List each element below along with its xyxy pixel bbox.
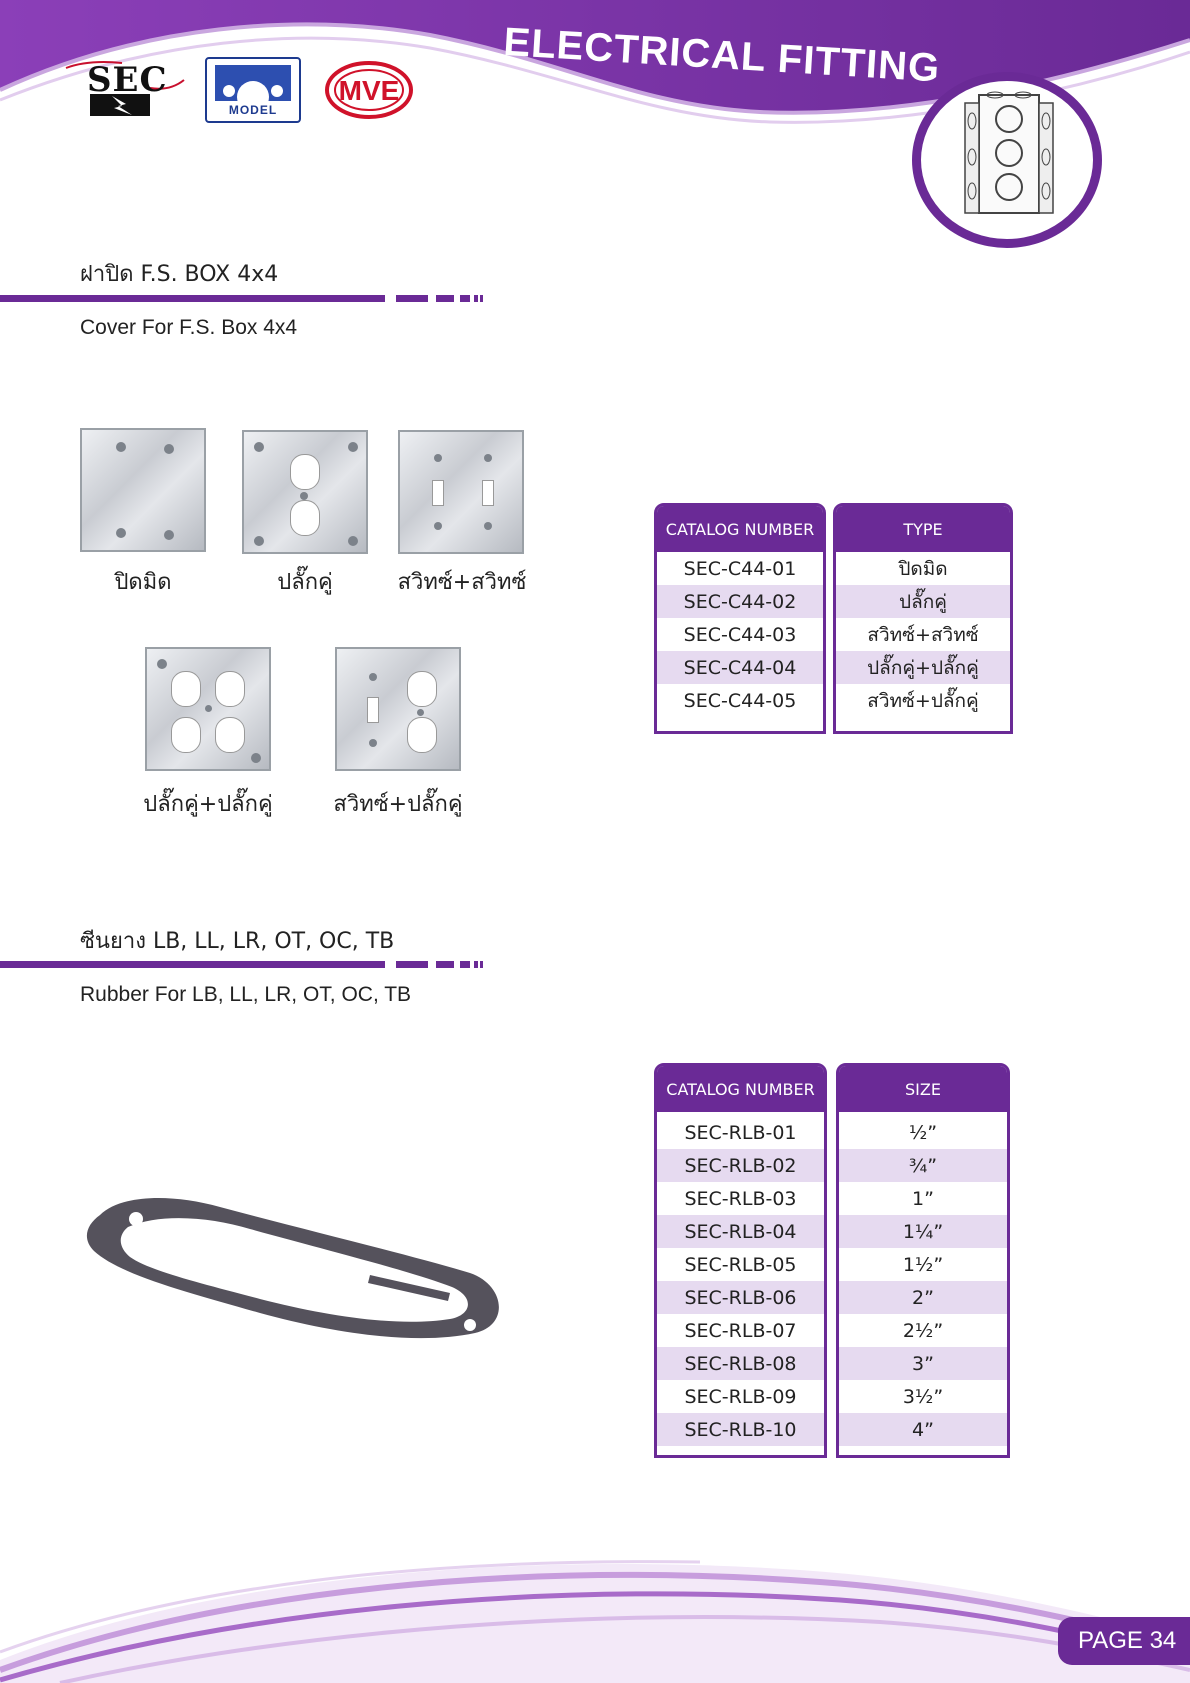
page-number-badge: PAGE 34 — [1058, 1617, 1190, 1665]
table-cell: ¾” — [839, 1149, 1007, 1182]
table-cell: ปลั๊กคู่+ปลั๊กคู่ — [836, 651, 1010, 684]
footer-wave — [0, 1540, 1190, 1683]
table-cell: SEC-RLB-02 — [657, 1149, 824, 1182]
table-cell: 1½” — [902, 1253, 944, 1276]
cover-plate-duplex-duplex — [145, 647, 271, 771]
table-cell: 2½” — [902, 1319, 944, 1342]
section1-heading: ฝาปิด F.S. BOX 4x4 — [80, 262, 279, 287]
table-cell: SEC-C44-01 — [683, 557, 797, 580]
mve-logo — [324, 60, 414, 120]
table-cell: SEC-RLB-07 — [684, 1319, 797, 1342]
section1-rule — [0, 295, 500, 302]
table2-catalog-column — [654, 1063, 827, 1458]
table-cell: 1¼” — [839, 1215, 1007, 1248]
table-cell: สวิทซ์+ปลั๊กคู่ — [867, 689, 979, 712]
table-cell: SEC-RLB-03 — [684, 1187, 797, 1210]
caption-switch-duplex: สวิทซ์+ปลั๊กคู่ — [333, 792, 463, 817]
table-cell: SEC-RLB-10 — [657, 1413, 824, 1446]
table1-catalog-column — [654, 503, 826, 734]
table-cell: สวิทซ์+สวิทซ์ — [867, 623, 979, 646]
section2-rule — [0, 961, 500, 968]
caption-duplex: ปลั๊กคู่ — [277, 570, 333, 595]
table-cell: SEC-RLB-05 — [684, 1253, 797, 1276]
table1-catalog-header: CATALOG NUMBER — [657, 506, 823, 552]
sec-logo: SEC — [62, 60, 187, 122]
table-cell: SEC-C44-04 — [657, 651, 823, 684]
rubber-gasket-image — [80, 1185, 510, 1345]
section1-subheading: Cover For F.S. Box 4x4 — [80, 316, 298, 339]
table1-type-header: TYPE — [836, 506, 1010, 552]
cover-plate-switch-switch — [398, 430, 524, 554]
cover-plate-blank — [80, 428, 206, 552]
caption-blank: ปิดมิด — [114, 570, 172, 595]
table2-catalog-header: CATALOG NUMBER — [657, 1066, 824, 1112]
table-cell: 1” — [912, 1187, 934, 1210]
table-cell: SEC-RLB-08 — [657, 1347, 824, 1380]
model-logo: MODEL — [205, 57, 301, 123]
table2-size-header: SIZE — [839, 1066, 1007, 1112]
caption-duplex-duplex: ปลั๊กคู่+ปลั๊กคู่ — [143, 792, 273, 817]
page-title: ELECTRICAL FITTING — [502, 20, 942, 91]
svg-text:MVE: MVE — [338, 75, 400, 106]
table-cell: 3” — [839, 1347, 1007, 1380]
table1-type-column — [833, 503, 1013, 734]
table-cell: ปิดมิด — [898, 557, 948, 580]
table-cell: 4” — [839, 1413, 1007, 1446]
table-cell: SEC-RLB-01 — [684, 1121, 797, 1144]
section2-subheading: Rubber For LB, LL, LR, OT, OC, TB — [80, 983, 412, 1006]
table-cell: ½” — [908, 1121, 938, 1144]
cover-plate-duplex — [242, 430, 368, 554]
caption-switch-switch: สวิทซ์+สวิทซ์ — [397, 570, 527, 595]
table-cell: 3½” — [902, 1385, 944, 1408]
table-cell: SEC-C44-03 — [683, 623, 797, 646]
box-illustration — [912, 72, 1102, 248]
table-cell: 2” — [839, 1281, 1007, 1314]
section2-heading: ซีนยาง LB, LL, LR, OT, OC, TB — [80, 929, 395, 954]
table-cell: SEC-RLB-06 — [657, 1281, 824, 1314]
table-cell: SEC-C44-02 — [657, 585, 823, 618]
table-cell: SEC-RLB-09 — [684, 1385, 797, 1408]
table2-size-column — [836, 1063, 1010, 1458]
cover-plate-switch-duplex — [335, 647, 461, 771]
table-cell: SEC-RLB-04 — [657, 1215, 824, 1248]
table-cell: ปลั๊กคู่ — [836, 585, 1010, 618]
table-cell: SEC-C44-05 — [683, 689, 797, 712]
